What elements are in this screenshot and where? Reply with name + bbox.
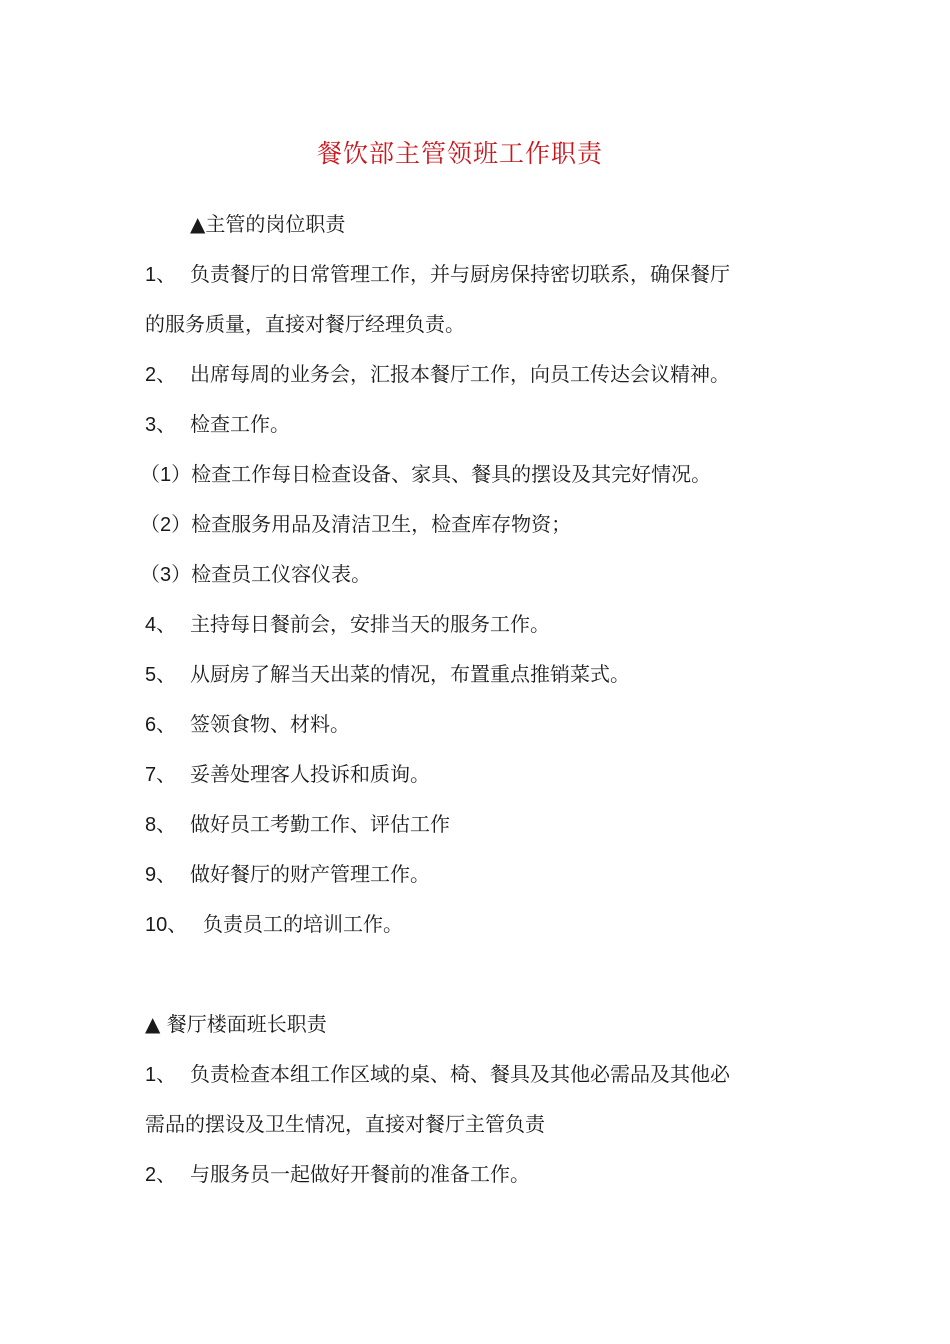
list-item xyxy=(145,260,730,289)
item-text: 检查工作。 xyxy=(190,412,290,436)
list-item xyxy=(145,710,350,739)
item-text: 出席每周的业务会，汇报本餐厅工作，向员工传达会议精神。 xyxy=(190,362,730,386)
item-number: 2、 xyxy=(145,364,177,386)
sub-item xyxy=(140,510,571,539)
list-item xyxy=(145,910,403,939)
item-text: 从厨房了解当天出菜的情况，布置重点推销菜式。 xyxy=(190,662,630,686)
item-text: 负责员工的培训工作。 xyxy=(203,912,403,936)
sub-item-text: 检查员工仪容仪表。 xyxy=(191,562,372,586)
item-number: 7、 xyxy=(145,764,177,786)
list-item xyxy=(145,760,430,789)
list-item xyxy=(145,1060,730,1089)
item-continuation: 的服务质量，直接对餐厅经理负责。 xyxy=(145,312,465,336)
sub-item xyxy=(140,560,371,589)
item-text: 签领食物、材料。 xyxy=(190,712,350,736)
item-number: 5、 xyxy=(145,664,177,686)
list-item xyxy=(145,660,630,689)
item-number: 6、 xyxy=(145,714,177,736)
item-text: 主持每日餐前会，安排当天的服务工作。 xyxy=(190,612,550,636)
document-title: 餐饮部主管领班工作职责 xyxy=(316,139,603,168)
list-item xyxy=(145,360,730,389)
item-text: 做好餐厅的财产管理工作。 xyxy=(190,862,430,886)
sub-item-number: （1） xyxy=(140,464,192,486)
item-text: 妥善处理客人投诉和质询。 xyxy=(190,762,430,786)
section2-heading: ▲ 餐厅楼面班长职责 xyxy=(145,1012,327,1036)
sub-item xyxy=(140,460,711,489)
item-number: 10、 xyxy=(145,914,188,936)
list-item xyxy=(145,1160,530,1189)
list-item xyxy=(145,410,290,439)
item-number: 1、 xyxy=(145,264,177,286)
sub-item-text: 检查工作每日检查设备、家具、餐具的摆设及其完好情况。 xyxy=(191,462,712,486)
item-number: 8、 xyxy=(145,814,177,836)
item-number: 1、 xyxy=(145,1064,177,1086)
item-number: 4、 xyxy=(145,614,177,636)
sub-item-number: （3） xyxy=(140,564,192,586)
item-text: 做好员工考勤工作、评估工作 xyxy=(190,812,450,836)
item-number: 2、 xyxy=(145,1164,177,1186)
sub-item-text: 检查服务用品及清洁卫生，检查库存物资； xyxy=(191,512,572,536)
list-item xyxy=(145,810,450,839)
item-number: 3、 xyxy=(145,414,177,436)
sub-item-number: （2） xyxy=(140,514,192,536)
section1-heading: ▲主管的岗位职责 xyxy=(190,212,346,236)
list-item xyxy=(145,610,550,639)
list-item xyxy=(145,860,430,889)
item-text: 与服务员一起做好开餐前的准备工作。 xyxy=(190,1162,530,1186)
item-number: 9、 xyxy=(145,864,177,886)
item-text: 负责检查本组工作区域的桌、椅、餐具及其他必需品及其他必 xyxy=(190,1062,730,1086)
item-text: 负责餐厅的日常管理工作，并与厨房保持密切联系，确保餐厅 xyxy=(190,262,730,286)
item-continuation: 需品的摆设及卫生情况，直接对餐厅主管负责 xyxy=(145,1112,545,1136)
